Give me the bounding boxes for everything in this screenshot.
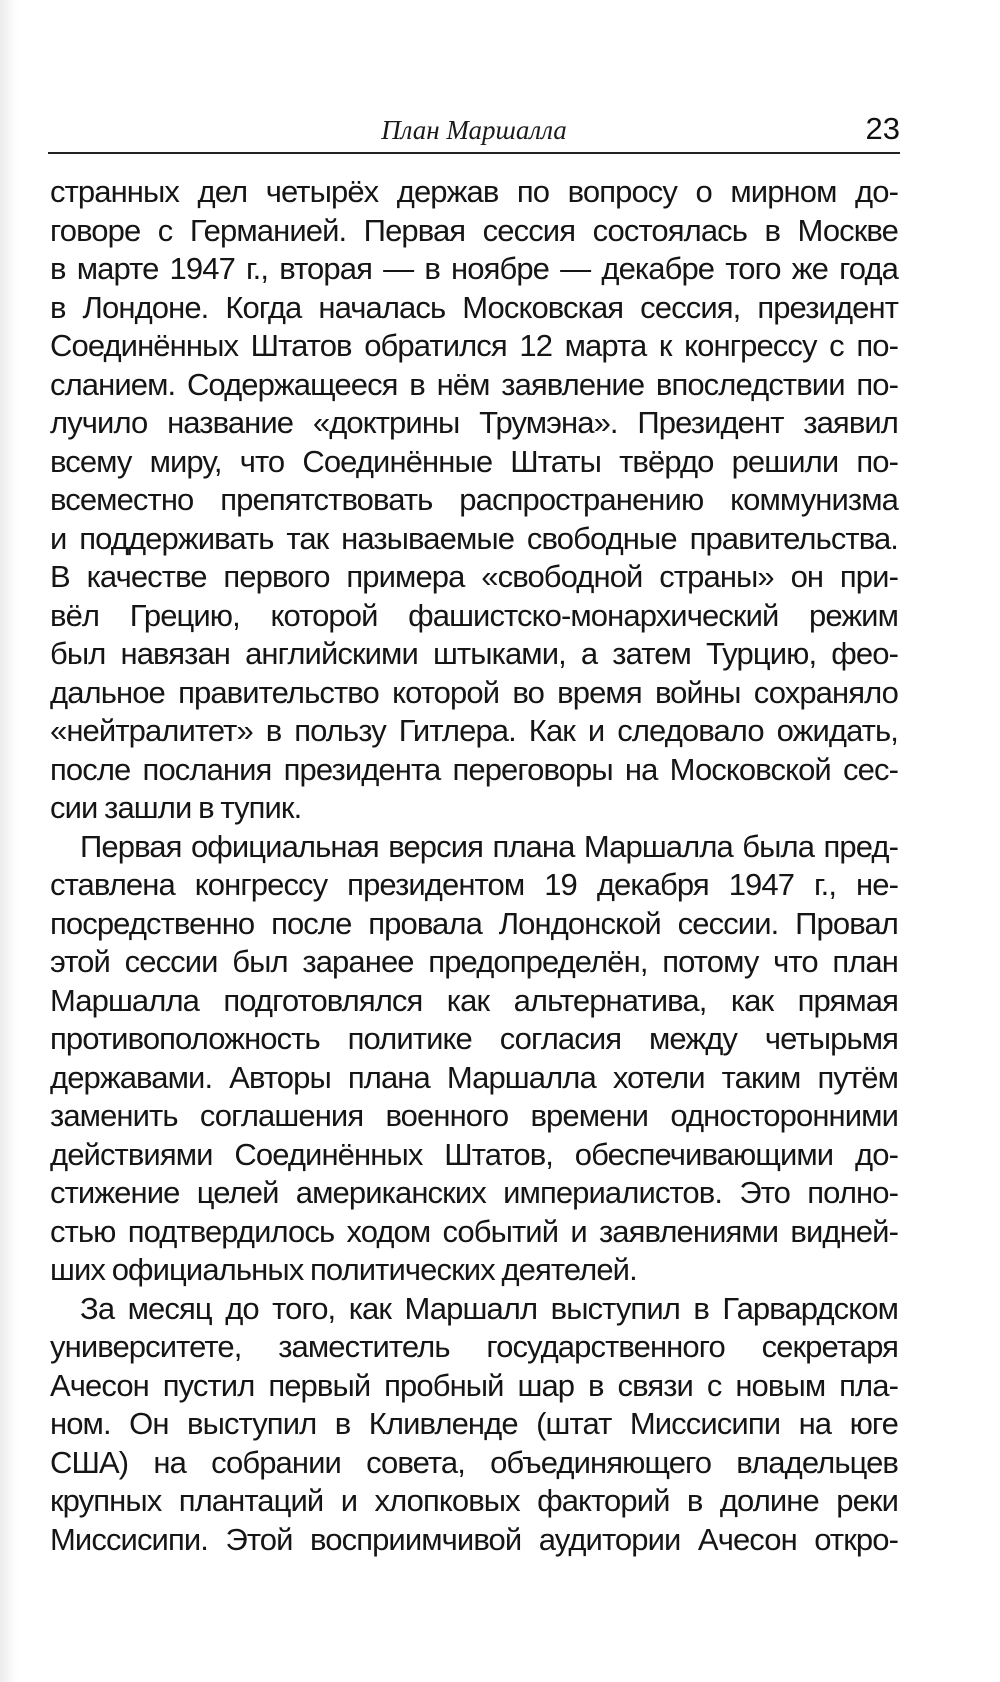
text-line: США) на собрании совета, объединяющего владельцев: [50, 1444, 898, 1480]
page-number: 23: [865, 111, 900, 146]
paragraph: [50, 1290, 898, 1560]
text-line: ном. Он выступил в Кливленде (штат Миссисипи на юге: [50, 1406, 898, 1441]
text-line: противоположность политике согласия между четырьмя: [50, 1021, 898, 1056]
text-line: действиями Соединённых Штатов, обеспечивающими до-: [50, 1136, 898, 1172]
text-line: За месяц до того, как Маршалл выступил в Гарвардском: [80, 1290, 898, 1326]
text-line: Маршалла подготовлялся как альтернатива, как прямая: [50, 982, 898, 1018]
text-line: посредственно после провала Лондонской сессии. Провал: [50, 905, 898, 941]
running-header: [48, 104, 900, 154]
text-line: этой сессии был заранее предопределён, потому что план: [50, 944, 898, 979]
text-line: стью подтвердилось ходом событий и заявлениями видней-: [50, 1213, 898, 1249]
text-line: вёл Грецию, которой фашистско-монархический режим: [50, 597, 898, 633]
text-line: странных дел четырёх держав по вопросу о мирном до-: [50, 174, 898, 209]
text-line: «нейтралитет» в пользу Гитлера. Как и следовало ожидать,: [50, 713, 898, 748]
text-line: стижение целей американских империалистов. Это полно-: [50, 1175, 898, 1210]
text-line: университете, заместитель государственного секретаря: [50, 1329, 898, 1364]
running-title: План Маршалла: [381, 115, 567, 145]
text-line: в Лондоне. Когда началась Московская сессия, президент: [50, 289, 898, 325]
text-line: ших официальных политических деятелей.: [50, 1252, 637, 1287]
text-line: В качестве первого примера «свободной страны» он при-: [50, 559, 898, 594]
text-line: Ачесон пустил первый пробный шар в связи с новым пла-: [50, 1367, 898, 1403]
page-edge-shadow: [0, 0, 18, 1682]
text-line: сии зашли в тупик.: [50, 790, 302, 825]
text-line: лучило название «доктрины Трумэна». Президент заявил: [50, 405, 898, 440]
text-line: заменить соглашения военного времени односторонними: [50, 1098, 898, 1133]
paragraph: [50, 828, 898, 1290]
body-text: [50, 173, 898, 1559]
text-line: державами. Авторы плана Маршалла хотели таким путём: [50, 1059, 898, 1095]
paragraph: [50, 173, 898, 828]
text-line: Соединённых Штатов обратился 12 марта к конгрессу с по-: [50, 328, 898, 363]
text-line: всему миру, что Соединённые Штаты твёрдо решили по-: [50, 443, 898, 479]
text-line: и поддерживать так называемые свободные правительства.: [50, 520, 898, 556]
text-line: в марте 1947 г., вторая — в ноябре — декабре того же года: [50, 251, 898, 286]
text-line: сланием. Содержащееся в нём заявление впоследствии по-: [50, 366, 898, 402]
text-line: Первая официальная версия плана Маршалла была пред-: [80, 828, 898, 864]
text-line: всеместно препятствовать распространению коммунизма: [50, 482, 898, 517]
text-line: был навязан английскими штыками, а затем Турцию, фео-: [50, 636, 898, 671]
text-line: говоре с Германией. Первая сессия состоялась в Москве: [50, 212, 898, 248]
text-line: Миссисипи. Этой восприимчивой аудитории Ачесон откро-: [50, 1521, 898, 1557]
text-line: после послания президента переговоры на Московской сес-: [50, 751, 898, 787]
text-line: ставлена конгрессу президентом 19 декабря 1947 г., не-: [50, 867, 898, 902]
text-line: дальное правительство которой во время войны сохраняло: [50, 674, 898, 710]
text-line: крупных плантаций и хлопковых факторий в долине реки: [50, 1483, 898, 1518]
